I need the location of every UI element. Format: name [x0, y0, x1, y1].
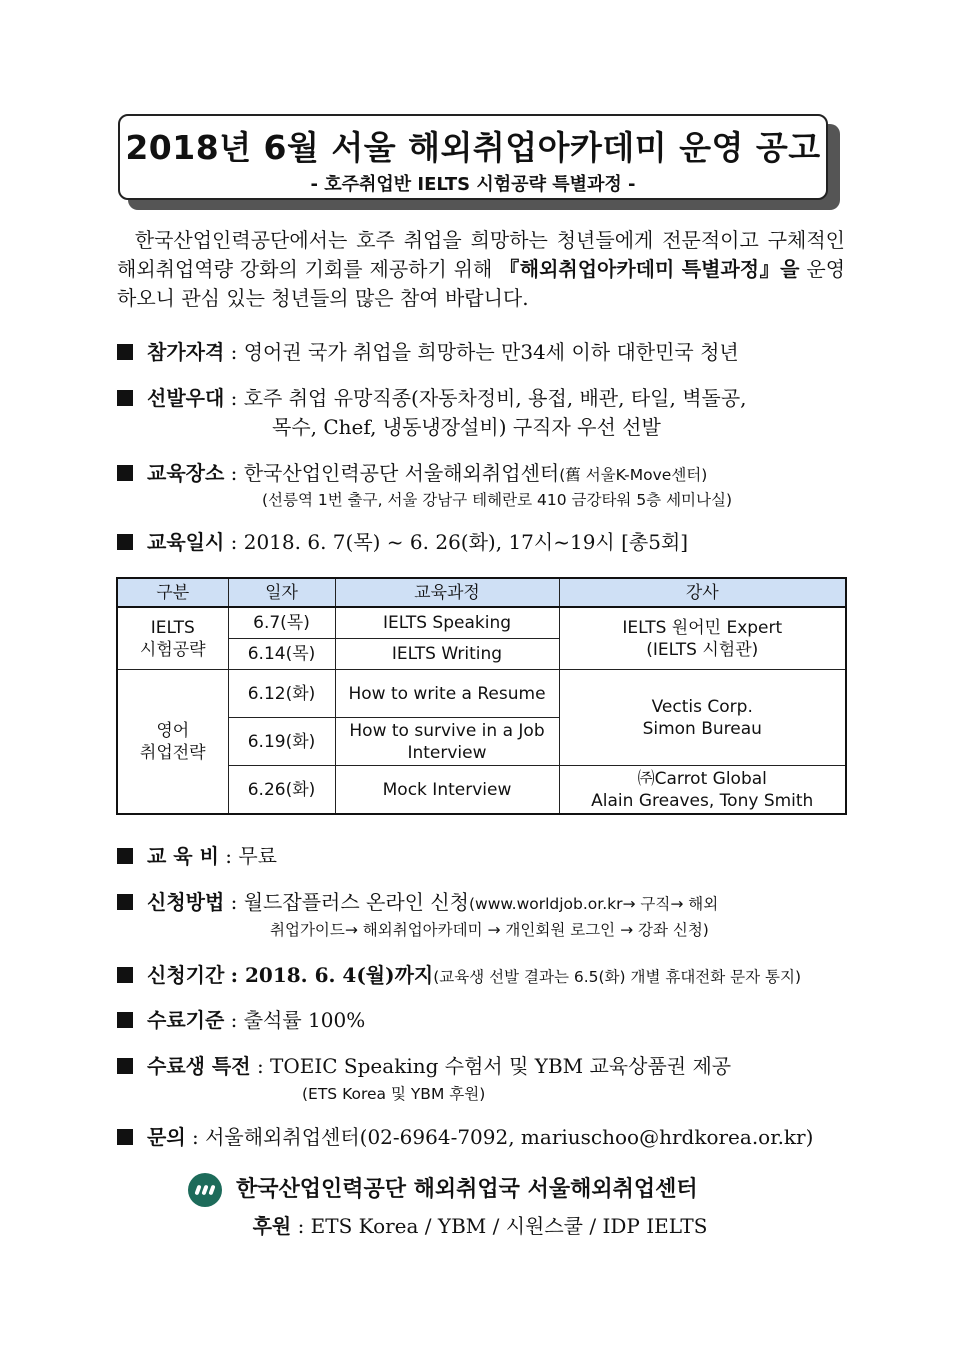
- item-apply-cont: 취업가이드→ 해외취업아카데미 → 개인회원 로그인 → 강좌 신청): [270, 921, 709, 939]
- hrdkorea-logo-icon: [188, 1173, 222, 1207]
- item-text: : 무료: [225, 844, 277, 868]
- item-label: 선발우대: [147, 386, 225, 410]
- item-fee: [117, 842, 847, 870]
- course-cell: IELTS Writing: [335, 639, 559, 670]
- intro-text-2: 운영하오니 관심 있는 청년들의 많은 참여 바랍니다.: [117, 257, 846, 310]
- item-eligibility: [117, 338, 847, 366]
- date-cell: 6.26(화): [228, 766, 335, 815]
- item-label: 수료생 특전: [147, 1054, 251, 1078]
- item-period: [117, 961, 847, 991]
- date-cell: 6.12(화): [228, 670, 335, 718]
- item-text: : 월드잡플러스 온라인 신청: [230, 890, 469, 914]
- table-header: 일자: [228, 578, 335, 607]
- date-cell: 6.19(화): [228, 718, 335, 766]
- bullet-square: [117, 390, 133, 406]
- item-benefit: [117, 1052, 847, 1080]
- program-name: 『해외취업아카데미 특별과정』을: [499, 257, 800, 281]
- group-cell: 영어 취업전략: [117, 670, 228, 815]
- item-note: (교육생 선발 결과는 6.5(화) 개별 휴대전화 문자 통지): [433, 968, 802, 986]
- table-row: [117, 607, 846, 639]
- intro-text-1: 한국산업인력공단에서는 호주 취업을 희망하는 청년들에게 전문적이고 구체적인 해외취업역량 강화의 기회를 제공하기 위해: [117, 228, 845, 281]
- item-venue: [117, 459, 847, 489]
- item-contact: [117, 1123, 847, 1151]
- date-cell: 6.14(목): [228, 639, 335, 670]
- item-completion: [117, 1006, 847, 1034]
- sponsor-line: [0, 1210, 960, 1239]
- bullet-square: [117, 1058, 133, 1074]
- item-text: : 출석률 100%: [230, 1008, 366, 1032]
- page-subtitle: - 호주취업반 IELTS 시험공략 특별과정 -: [310, 174, 636, 195]
- table-header: 구분: [117, 578, 228, 607]
- item-preference-cont: 목수, Chef, 냉동냉장설비) 구직자 우선 선발: [272, 415, 661, 439]
- bullet-square: [117, 1012, 133, 1028]
- date-cell: 6.7(목): [228, 607, 335, 639]
- item-schedule: [117, 528, 847, 556]
- item-label: 교 육 비: [147, 844, 219, 868]
- sponsor-label: 후원: [252, 1214, 292, 1238]
- bullet-square: [117, 465, 133, 481]
- item-apply: [117, 888, 847, 918]
- lecturer-cell: IELTS 원어민 Expert (IELTS 시험관): [559, 607, 846, 670]
- item-text: : 호주 취업 유망직종(자동차정비, 용접, 배관, 타일, 벽돌공,: [230, 386, 747, 410]
- page-title: 2018년 6월 서울 해외취업아카데미 운영 공고: [125, 128, 821, 167]
- item-label: 교육일시: [147, 530, 225, 554]
- item-label: 교육장소: [147, 461, 225, 485]
- course-cell: How to write a Resume: [335, 670, 559, 718]
- footer-org-name: 한국산업인력공단 해외취업국 서울해외취업센터: [236, 1177, 698, 1202]
- item-text: : 2018. 6. 7(목) ~ 6. 26(화), 17시~19시 [총5회]: [230, 530, 689, 554]
- table-header: 강사: [559, 578, 846, 607]
- bullet-square: [117, 848, 133, 864]
- course-cell: Mock Interview: [335, 766, 559, 815]
- intro-paragraph: [117, 226, 845, 313]
- item-text: : 영어권 국가 취업을 희망하는 만34세 이하 대한민국 청년: [230, 340, 739, 364]
- item-label: 참가자격: [147, 340, 225, 364]
- item-text: : 한국산업인력공단 서울해외취업센터: [230, 461, 560, 485]
- bullet-square: [117, 344, 133, 360]
- item-venue-cont: (선릉역 1번 출구, 서울 강남구 테헤란로 410 금강타워 5층 세미나실): [262, 491, 733, 509]
- course-cell: IELTS Speaking: [335, 607, 559, 639]
- item-label: 신청기간: [147, 963, 225, 987]
- bullet-square: [117, 967, 133, 983]
- item-label: 신청방법: [147, 890, 225, 914]
- item-label: 수료기준: [147, 1008, 225, 1032]
- table-header: 교육과정: [335, 578, 559, 607]
- table-row: [117, 670, 846, 718]
- bullet-square: [117, 1129, 133, 1145]
- title-box: [118, 114, 828, 200]
- bullet-square: [117, 534, 133, 550]
- item-note: (www.worldjob.or.kr→ 구직→ 해외: [468, 895, 719, 913]
- sponsor-text: : ETS Korea / YBM / 시원스쿨 / IDP IELTS: [297, 1214, 708, 1238]
- item-note: (舊 서울K-Move센터): [559, 466, 708, 484]
- item-text: : 서울해외취업센터(02-6964-7092, mariuschoo@hrdkorea.or.kr): [192, 1125, 814, 1149]
- item-label: 문의: [147, 1125, 186, 1149]
- group-cell: IELTS 시험공략: [117, 607, 228, 670]
- item-preference: [117, 384, 847, 412]
- course-cell: How to survive in a Job Interview: [335, 718, 559, 766]
- item-text: : TOEIC Speaking 수험서 및 YBM 교육상품권 제공: [256, 1054, 732, 1078]
- item-text: : 2018. 6. 4(월)까지: [230, 963, 434, 987]
- footer-organization: [188, 1172, 698, 1207]
- item-benefit-cont: (ETS Korea 및 YBM 후원): [302, 1085, 486, 1103]
- bullet-square: [117, 894, 133, 910]
- lecturer-cell: ㈜Carrot Global Alain Greaves, Tony Smith: [559, 766, 846, 815]
- schedule-table: [116, 577, 847, 815]
- lecturer-cell: Vectis Corp. Simon Bureau: [559, 670, 846, 766]
